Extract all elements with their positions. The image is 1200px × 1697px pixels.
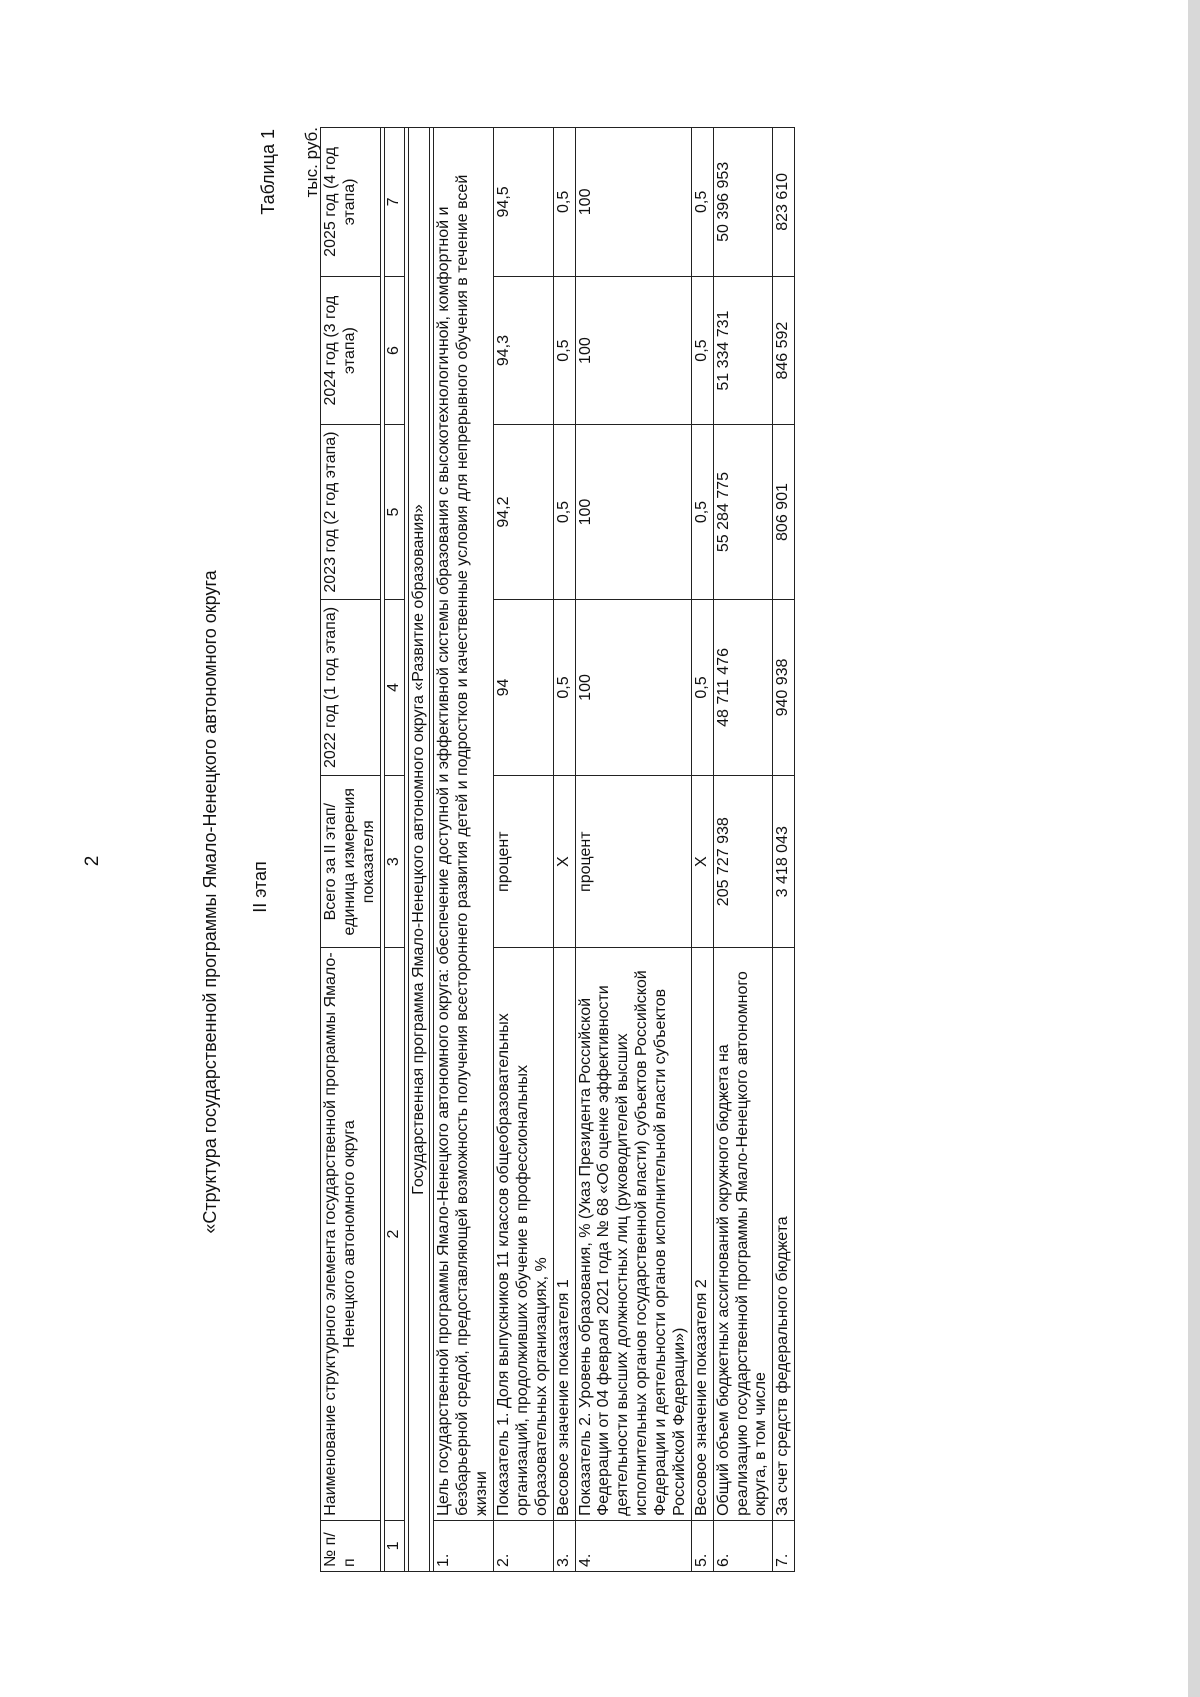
row-2025: 94,5	[494, 128, 554, 277]
table-row	[494, 128, 554, 1572]
document-title: «Структура государственной программы Ямало-Ненецкого автономного округа	[200, 570, 220, 1234]
header-2023: 2023 год (2 год этапа)	[321, 425, 381, 599]
program-title: Государственная программа Ямало-Ненецкого автономного округа «Развитие образования»	[408, 128, 430, 1572]
col-number: 2	[384, 948, 404, 1521]
table-label: Таблица 1	[258, 129, 278, 215]
col-number: 3	[384, 776, 404, 948]
program-structure-table	[320, 127, 795, 1572]
row-2022: 940 938	[773, 599, 795, 776]
row-2023: 0,5	[553, 425, 575, 599]
row-name: За счет средств федерального бюджета	[773, 948, 795, 1521]
header-2025: 2025 год (4 год этапа)	[321, 128, 381, 277]
row-2024: 100	[575, 276, 691, 425]
header-row	[321, 128, 381, 1572]
row-total: X	[553, 776, 575, 948]
row-2023: 100	[575, 425, 691, 599]
row-name: Общий объем бюджетных ассигнований окружного бюджета на реализацию государственной программы Ямало-Ненецкого автономного округа, в том числе	[713, 948, 773, 1521]
col-number: 6	[384, 276, 404, 425]
goal-text: Цель государственной программы Ямало-Ненецкого автономного округа: обеспечение доступной и эффективной системы образования с высокотехнологичной, комфортной и безбарьерной средой, предоставляющей возможность получения всестороннего развития детей и подростков и качественные условия для непрерывного обучения в течение всей жизни	[434, 128, 494, 1521]
unit-label: тыс. руб.	[302, 127, 321, 198]
header-2022: 2022 год (1 год этапа)	[321, 599, 381, 776]
row-2023: 94,2	[494, 425, 554, 599]
header-2024: 2024 год (3 год этапа)	[321, 276, 381, 425]
header-total: Всего за II этап/ единица измерения показателя	[321, 776, 381, 948]
header-num: № п/п	[321, 1520, 381, 1571]
table-row	[713, 128, 773, 1572]
col-number: 1	[384, 1520, 404, 1571]
row-2023: 0,5	[691, 425, 713, 599]
col-number: 4	[384, 599, 404, 776]
row-total: X	[691, 776, 713, 948]
row-num: 6.	[713, 1520, 773, 1571]
row-total: 3 418 043	[773, 776, 795, 948]
row-2024: 846 592	[773, 276, 795, 425]
column-numbers-row	[384, 128, 404, 1572]
row-2025: 50 396 953	[713, 128, 773, 277]
table-row	[575, 128, 691, 1572]
row-2024: 51 334 731	[713, 276, 773, 425]
goal-row	[434, 128, 494, 1572]
row-total: процент	[494, 776, 554, 948]
row-2025: 0,5	[691, 128, 713, 277]
stage-label: II этап	[250, 861, 270, 913]
col-number: 5	[384, 425, 404, 599]
row-2025: 100	[575, 128, 691, 277]
row-num: 2.	[494, 1520, 554, 1571]
row-num: 4.	[575, 1520, 691, 1571]
row-num: 7.	[773, 1520, 795, 1571]
row-name: Весовое значение показателя 2	[691, 948, 713, 1521]
header-name: Наименование структурного элемента государственной программы Ямало-Ненецкого автономного округа	[321, 948, 381, 1521]
row-2025: 823 610	[773, 128, 795, 277]
row-2023: 55 284 775	[713, 425, 773, 599]
row-num: 3.	[553, 1520, 575, 1571]
row-2024: 94,3	[494, 276, 554, 425]
goal-num: 1.	[434, 1520, 494, 1571]
program-title-row	[408, 128, 430, 1572]
row-name: Показатель 2. Уровень образования, % (Указ Президента Российской Федерации от 04 февраля 2021 года № 68 «Об оценке эффективности деятельности высших должностных лиц (руководителей высших исполнительных органов государственной власти) субъектов Российской Федерации и деятельности органов исполнительной власти субъектов Российской Федерации»)	[575, 948, 691, 1521]
row-2022: 48 711 476	[713, 599, 773, 776]
row-name: Показатель 1. Доля выпускников 11 классов общеобразовательных организаций, продолживших обучение в профессиональных образовательных организациях, %	[494, 948, 554, 1521]
row-name: Весовое значение показателя 1	[553, 948, 575, 1521]
page-number: 2	[82, 855, 103, 867]
table-row	[691, 128, 713, 1572]
row-2023: 806 901	[773, 425, 795, 599]
row-2022: 0,5	[691, 599, 713, 776]
col-number: 7	[384, 128, 404, 277]
row-total: 205 727 938	[713, 776, 773, 948]
table-row	[773, 128, 795, 1572]
row-2024: 0,5	[553, 276, 575, 425]
row-2025: 0,5	[553, 128, 575, 277]
row-2024: 0,5	[691, 276, 713, 425]
table-row	[553, 128, 575, 1572]
row-2022: 100	[575, 599, 691, 776]
row-2022: 94	[494, 599, 554, 776]
row-total: процент	[575, 776, 691, 948]
row-2022: 0,5	[553, 599, 575, 776]
row-num: 5.	[691, 1520, 713, 1571]
